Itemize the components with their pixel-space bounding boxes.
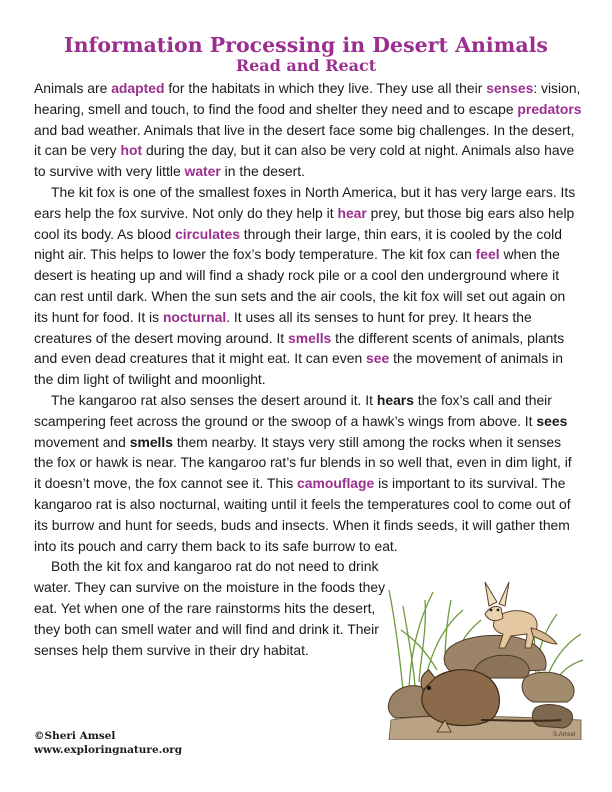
keyword-term: see (366, 350, 390, 367)
text-run: for the habitats in which they live. They use all their (164, 80, 487, 96)
text-run: prey, but those big ears also help cool its body. As blood (34, 204, 575, 242)
keyword-term: nocturnal (162, 308, 227, 325)
keyword-term: hear (337, 204, 367, 221)
keyword-term: smells (288, 329, 332, 346)
text-run: is important to its survival. The kangaroo rat is also nocturnal, waiting until it feels the temperatures cool to come out of its burrow and hunt for seeds, buds and insects. When it finds seeds, it will gather them into its pouch and carry them back to its safe burrow to eat. (34, 475, 571, 554)
text-run: : vision, hearing, smell and touch, to find the food and shelter they need and to escape (34, 80, 581, 117)
text-run: The kangaroo rat also senses the desert around it. It (51, 391, 377, 408)
keyword-term: camouflage (297, 475, 375, 492)
text-run: the movement of animals in the dim light of twilight and moonlight. (34, 350, 563, 388)
artist-signature: S.Amsel (553, 732, 576, 738)
text-run: movement and (34, 433, 130, 450)
bold-term: sees (536, 412, 568, 429)
text-run: and bad weather. Animals that live in the desert face some big challenges. In the desert, it can be very (34, 121, 575, 159)
text-run: the fox’s call and their scampering feet across the ground or the swoop of a hawk’s wings from above. It (34, 391, 552, 429)
bold-term: smells (129, 433, 173, 450)
paragraph-kit-fox (34, 182, 582, 390)
text-run: them nearby. It stays very still among the rocks when it senses the fox or hawk is near. The kangaroo rat’s fur blends in so well that, even in dim light, if it doesn’t move, the fox cannot see it. This (34, 433, 572, 492)
website-link[interactable]: www.exploringnature.org (34, 744, 183, 756)
keyword-term: circulates (175, 225, 240, 242)
paragraph-conclusion (34, 556, 394, 660)
text-run: Both the kit fox and kangaroo rat do not need to drink water. They can survive on the moisture in the foods they eat. Yet when one of the rare rainstorms hits the desert, they both can smell water and will find and drink it. Their senses help them survive in their dry habitat. (34, 558, 386, 658)
copyright-text: ©Sheri Amsel (34, 730, 116, 742)
keyword-term: feel (475, 246, 500, 263)
keyword-term: water (184, 163, 221, 180)
kit-fox-kangaroo-rat-illustration (385, 570, 585, 740)
text-run: in the desert. (220, 163, 305, 180)
text-run: The kit fox is one of the smallest foxes in North America, but it has very large ears. Its ears help the fox survive. Not only do they help it (34, 183, 576, 221)
keyword-term: senses (486, 80, 534, 96)
keyword-term: hot (120, 142, 143, 159)
page-title: Information Processing in Desert Animals (64, 33, 548, 57)
keyword-term: predators (517, 100, 582, 117)
text-run: when the desert is heating up and will find a shady rock pile or a cool den underground where it can rest until dark. When the sun sets and the air cools, the kit fox will set out again on its hunt for food. It is (34, 246, 566, 325)
text-run: . It uses all its senses to hunt for prey. It hears the creatures of the desert moving around. It (34, 308, 532, 346)
text-run: the different scents of animals, plants and even dead creatures that it might eat. It can even (34, 329, 565, 367)
text-run: Animals are (34, 80, 112, 96)
bold-term: hears (376, 391, 414, 408)
text-run: during the day, but it can also be very cold at night. Animals also have to survive with very little (34, 142, 575, 180)
footer (34, 729, 182, 757)
paragraph-intro (34, 78, 582, 182)
text-run: through their large, thin ears, it is cooled by the cold night air. This helps to lower the fox’s body temperature. The kit fox can (34, 225, 562, 263)
keyword-term: adapted (111, 80, 165, 96)
page-subtitle: Read and React (235, 56, 377, 75)
paragraph-kangaroo-rat (34, 390, 582, 556)
